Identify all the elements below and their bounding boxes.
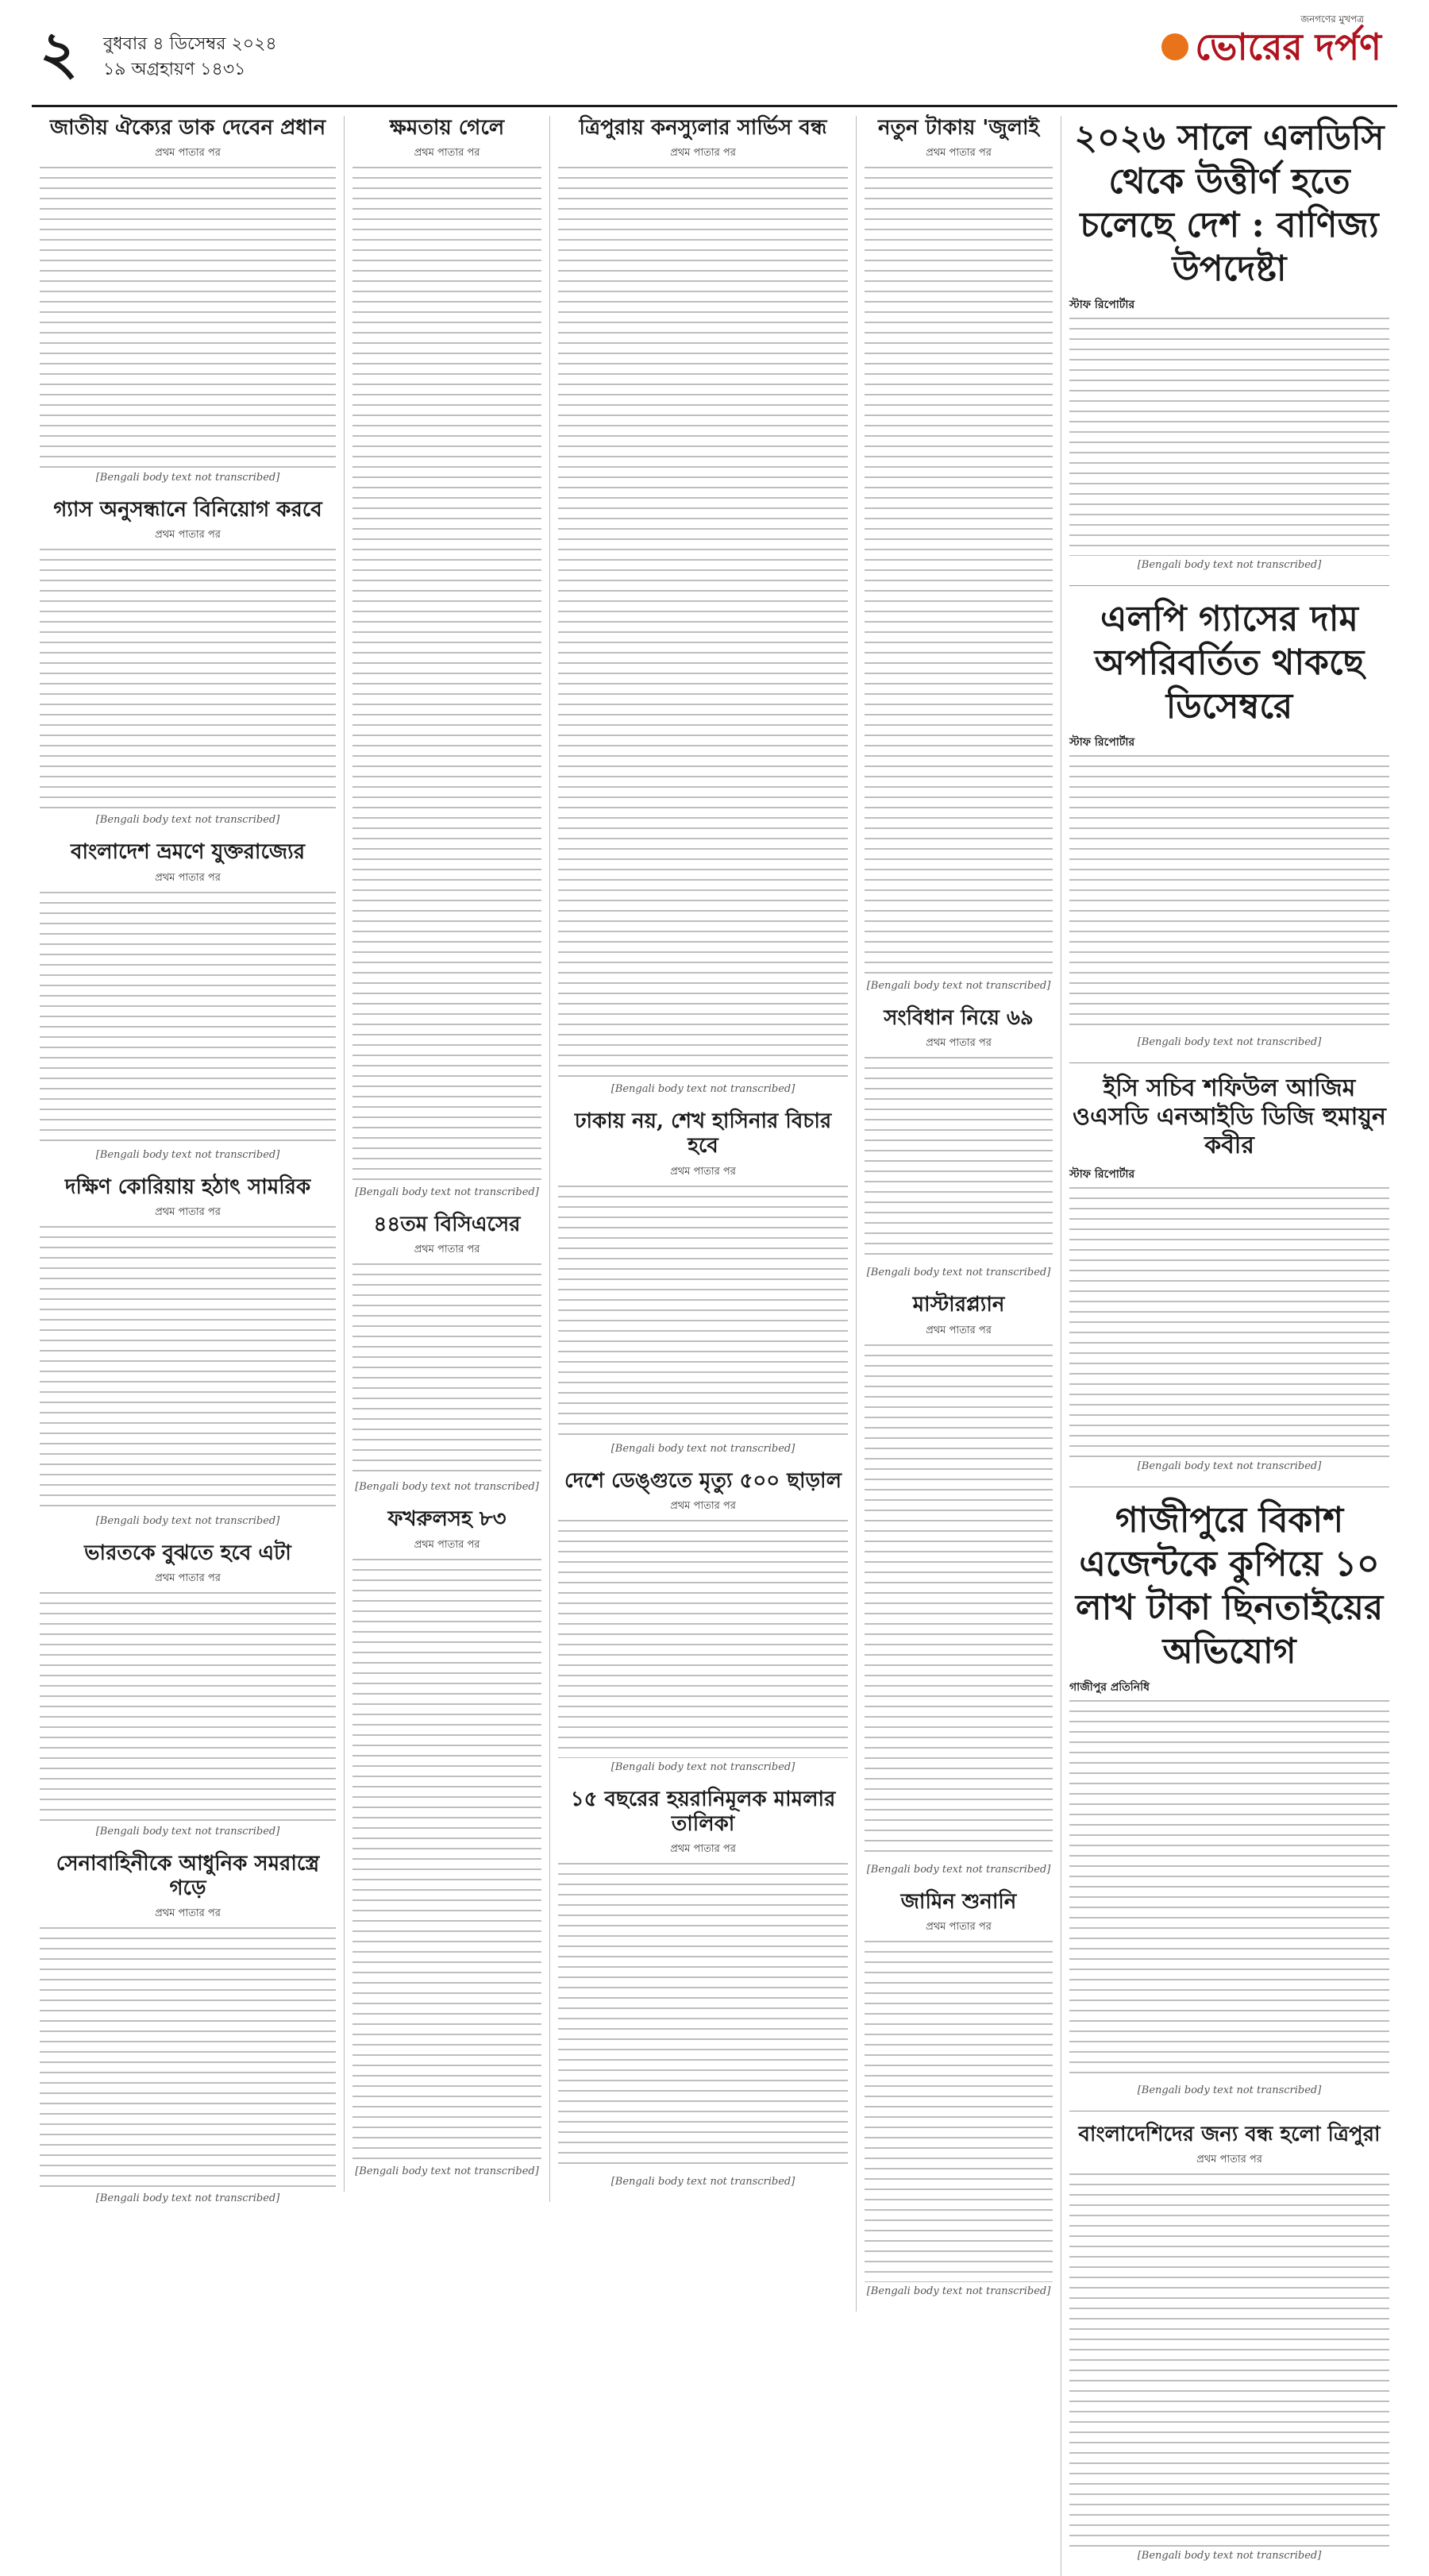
- article-headline: ক্ষমতায় গেলে: [389, 116, 505, 140]
- article-body: [865, 1057, 1053, 1263]
- byline: স্টাফ রিপোর্টার: [1069, 736, 1135, 749]
- continued-label: প্রথম পাতার পর: [670, 1499, 736, 1512]
- article: [40, 1852, 336, 2204]
- article-body: [558, 1863, 848, 2173]
- article: [1069, 597, 1389, 1048]
- article-headline: দেশে ডেঙ্গুতে মৃত্যু ৫০০ ছাড়াল: [564, 1468, 842, 1493]
- article-body: [352, 1263, 541, 1478]
- article-body: [1069, 1187, 1389, 1457]
- article-headline: দক্ষিণ কোরিয়ায় হঠাৎ সামরিক: [64, 1174, 311, 1199]
- byline: স্টাফ রিপোর্টার: [1069, 1168, 1135, 1181]
- article: [352, 1213, 541, 1493]
- date-bengali: ১৯ অগ্রহায়ণ ১৪৩১: [103, 59, 246, 79]
- article-body: [1069, 318, 1389, 556]
- article-headline: গাজীপুরে বিকাশ এজেন্টকে কুপিয়ে ১০ লাখ টাকা ছিনতাইয়ের অভিযোগ: [1075, 1500, 1384, 1672]
- continued-label: প্রথম পাতার পর: [670, 1843, 736, 1856]
- continued-label: প্রথম পাতার পর: [155, 871, 221, 884]
- article-headline: ৪৪তম বিসিএসের: [373, 1213, 521, 1237]
- column-5: [1061, 116, 1397, 2576]
- article-body: [865, 167, 1053, 977]
- article-headline: জাতীয় ঐক্যের ডাক দেবেন প্রধান: [49, 116, 326, 140]
- body-placeholder: [Bengali body text not transcribed]: [95, 1514, 280, 1527]
- article-headline: বাংলাদেশিদের জন্য বন্ধ হলো ত্রিপুরা: [1078, 2123, 1381, 2146]
- article: [352, 116, 541, 1198]
- body-placeholder: [Bengali body text not transcribed]: [95, 1148, 280, 1161]
- article-headline: ২০২৬ সালে এলডিসি থেকে উত্তীর্ণ হতে চলেছে দেশ : বাণিজ্য উপদেষ্টা: [1074, 118, 1385, 289]
- column-2: [344, 116, 549, 2192]
- body-placeholder: [Bengali body text not transcribed]: [95, 2192, 280, 2205]
- article-headline: এলপি গ্যাসের দাম অপরিবর্তিত থাকছে ডিসেম্বরে: [1094, 599, 1365, 727]
- body-placeholder: [Bengali body text not transcribed]: [1137, 2084, 1322, 2096]
- article: [40, 1175, 336, 1527]
- body-placeholder: [Bengali body text not transcribed]: [866, 1267, 1051, 1279]
- article-headline: ১৫ বছরের হয়রানিমূলক মামলার তালিকা: [570, 1787, 836, 1836]
- continued-label: প্রথম পাতার পর: [414, 1244, 480, 1256]
- article-body: [1069, 2173, 1389, 2547]
- continued-label: প্রথম পাতার পর: [414, 147, 480, 160]
- body-placeholder: [Bengali body text not transcribed]: [1137, 1036, 1322, 1048]
- article-body: [40, 1226, 336, 1512]
- article: [558, 116, 848, 1095]
- column-4: [856, 116, 1061, 2312]
- continued-label: প্রথম পাতার পর: [926, 1037, 992, 1050]
- article-headline: সেনাবাহিনীকে আধুনিক সমরাস্ত্রে গড়ে: [56, 1851, 320, 1901]
- body-placeholder: [Bengali body text not transcribed]: [95, 472, 280, 484]
- continued-label: প্রথম পাতার পর: [414, 1538, 480, 1551]
- article-body: [40, 1592, 336, 1822]
- byline: স্টাফ রিপোর্টার: [1069, 299, 1135, 311]
- article-headline: ঢাকায় নয়, শেখ হাসিনার বিচার হবে: [574, 1109, 832, 1159]
- article-body: [558, 167, 848, 1080]
- body-placeholder: [Bengali body text not transcribed]: [866, 1863, 1051, 1876]
- body-placeholder: [Bengali body text not transcribed]: [355, 1481, 539, 1494]
- article-headline: নতুন টাকায় 'জুলাই: [877, 116, 1040, 140]
- byline: গাজীপুর প্রতিনিধি: [1069, 1681, 1150, 1694]
- article-headline: সংবিধান নিয়ে ৬৯: [884, 1006, 1034, 1031]
- article-headline: ভারতকে বুঝতে হবে এটা: [84, 1541, 291, 1565]
- divider: [1069, 585, 1389, 586]
- body-placeholder: [Bengali body text not transcribed]: [95, 1825, 280, 1838]
- newspaper-logo: [1143, 13, 1381, 89]
- body-placeholder: [Bengali body text not transcribed]: [1137, 2550, 1322, 2563]
- body-placeholder: [Bengali body text not transcribed]: [355, 2165, 539, 2177]
- body-placeholder: [Bengali body text not transcribed]: [1137, 559, 1322, 571]
- continued-label: প্রথম পাতার পর: [155, 147, 221, 160]
- article-body: [865, 1344, 1053, 1861]
- article-body: [1069, 1700, 1389, 2081]
- article-body: [1069, 755, 1389, 1033]
- masthead-rule: [32, 105, 1397, 107]
- article: [865, 1890, 1053, 2297]
- article-body: [558, 1520, 848, 1758]
- body-placeholder: [Bengali body text not transcribed]: [95, 814, 280, 827]
- column-3: [549, 116, 856, 2202]
- article: [865, 1006, 1053, 1278]
- article-body: [40, 549, 336, 811]
- article: [558, 1469, 848, 1773]
- continued-label: প্রথম পাতার পর: [670, 147, 736, 160]
- body-placeholder: [Bengali body text not transcribed]: [611, 1083, 795, 1096]
- continued-label: প্রথম পাতার পর: [926, 1920, 992, 1933]
- body-placeholder: [Bengali body text not transcribed]: [866, 980, 1051, 993]
- masthead: [0, 0, 1429, 105]
- article: [1069, 116, 1389, 571]
- body-placeholder: [Bengali body text not transcribed]: [611, 1442, 795, 1455]
- article-body: [558, 1186, 848, 1440]
- continued-label: প্রথম পাতার পর: [670, 1165, 736, 1178]
- continued-label: প্রথম পাতার পর: [155, 1205, 221, 1218]
- article: [1069, 1498, 1389, 2096]
- article: [40, 498, 336, 826]
- article: [1069, 2123, 1389, 2562]
- body-placeholder: [Bengali body text not transcribed]: [1137, 1460, 1322, 1472]
- article-headline: মাস্টারপ্ল্যান: [912, 1293, 1005, 1317]
- continued-label: প্রথম পাতার পর: [1196, 2154, 1262, 2166]
- column-1: [32, 116, 344, 2219]
- page-number: ২: [40, 19, 79, 87]
- article: [40, 1541, 336, 1838]
- article-body: [40, 1927, 336, 2189]
- article-headline: গ্যাস অনুসন্ধানে বিনিয়োগ করবে: [53, 498, 322, 523]
- article: [40, 116, 336, 484]
- date-gregorian: বুধবার ৪ ডিসেম্বর ২০২৪: [103, 34, 277, 54]
- body-placeholder: [Bengali body text not transcribed]: [866, 2285, 1051, 2297]
- body-placeholder: [Bengali body text not transcribed]: [611, 2176, 795, 2188]
- article-headline: ত্রিপুরায় কনস্যুলার সার্ভিস বন্ধ: [579, 116, 827, 140]
- article-body: [352, 1559, 541, 2162]
- body-placeholder: [Bengali body text not transcribed]: [355, 1186, 539, 1199]
- article: [865, 1293, 1053, 1875]
- sun-icon: [1161, 33, 1188, 60]
- article: [558, 1787, 848, 2188]
- article-headline: ইসি সচিব শফিউল আজিম ওএসডি এনআইডি ডিজি হুমায়ুন কবীর: [1073, 1074, 1386, 1159]
- logo-text: ভোরের দর্পণ: [1195, 25, 1381, 68]
- article-body: [865, 1941, 1053, 2282]
- body-placeholder: [Bengali body text not transcribed]: [611, 1760, 795, 1773]
- continued-label: প্রথম পাতার পর: [155, 1907, 221, 1920]
- continued-label: প্রথম পাতার পর: [155, 529, 221, 542]
- logo-tagline: জনগণের মুখপত্র: [1300, 13, 1364, 25]
- article-body: [352, 167, 541, 1183]
- date-block: [103, 32, 277, 83]
- divider: [1069, 1062, 1389, 1063]
- article-headline: জামিন শুনানি: [900, 1889, 1017, 1914]
- continued-label: প্রথম পাতার পর: [926, 1324, 992, 1336]
- article: [1069, 1074, 1389, 1472]
- continued-label: প্রথম পাতার পর: [155, 1571, 221, 1584]
- article: [40, 840, 336, 1160]
- article-body: [40, 892, 336, 1146]
- article: [865, 116, 1053, 992]
- article-headline: বাংলাদেশ ভ্রমণে যুক্তরাজ্যের: [70, 840, 306, 865]
- article-body: [40, 167, 336, 469]
- article-headline: ফখরুলসহ ৮৩: [387, 1507, 507, 1532]
- article: [558, 1109, 848, 1454]
- continued-label: প্রথম পাতার পর: [926, 147, 992, 160]
- article: [352, 1507, 541, 2177]
